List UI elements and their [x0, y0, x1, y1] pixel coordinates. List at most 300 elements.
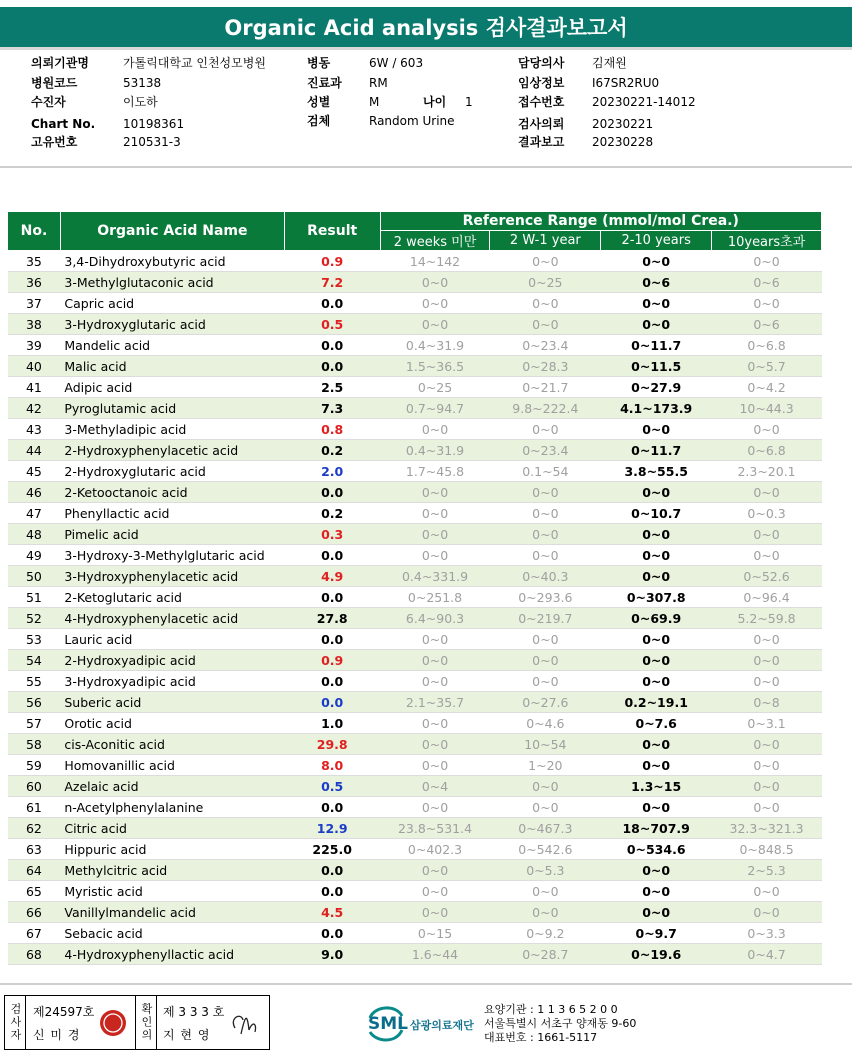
row-result: 2.5 — [284, 377, 380, 398]
age-label: 나이 — [423, 95, 447, 109]
row-no: 62 — [8, 818, 61, 839]
row-acid-name: Suberic acid — [60, 692, 284, 713]
doctor-value: 김재원 — [592, 56, 627, 70]
table-row — [8, 524, 822, 545]
table-row — [8, 755, 822, 776]
sex-value: M — [369, 95, 380, 109]
row-ref-2-10y: 0~6 — [601, 272, 712, 293]
row-result: 0.0 — [284, 293, 380, 314]
row-acid-name: 3-Hydroxyglutaric acid — [60, 314, 284, 335]
row-ref-2-10y: 3.8~55.5 — [601, 461, 712, 482]
row-acid-name: 2-Hydroxyphenylacetic acid — [60, 440, 284, 461]
row-ref-10y: 2.3~20.1 — [712, 461, 822, 482]
row-ref-10y: 0~848.5 — [712, 839, 822, 860]
row-ref-2-10y: 0~0 — [601, 545, 712, 566]
table-row — [8, 839, 822, 860]
table-row — [8, 860, 822, 881]
row-ref-2weeks: 0~0 — [380, 314, 490, 335]
row-no: 58 — [8, 734, 61, 755]
row-ref-10y: 0~0 — [712, 524, 822, 545]
row-result: 8.0 — [284, 755, 380, 776]
row-ref-2weeks: 0~0 — [380, 734, 490, 755]
row-no: 65 — [8, 881, 61, 902]
row-ref-10y: 0~0 — [712, 419, 822, 440]
institution-value: 가톨릭대학교 인천성모병원 — [123, 56, 266, 70]
confirmer-name: 지 현 영 — [163, 1028, 211, 1042]
clinical-label: 임상정보 — [518, 75, 565, 90]
row-ref-2-10y: 4.1~173.9 — [601, 398, 712, 419]
table-row — [8, 293, 822, 314]
row-result: 0.0 — [284, 335, 380, 356]
row-ref-10y: 0~0 — [712, 650, 822, 671]
col-header-name: Organic Acid Name — [60, 212, 284, 251]
row-acid-name: cis-Aconitic acid — [60, 734, 284, 755]
row-ref-2-10y: 0~11.5 — [601, 356, 712, 377]
row-acid-name: Myristic acid — [60, 881, 284, 902]
lab-info — [484, 1003, 636, 1045]
row-ref-2w-1y: 0~0 — [490, 314, 601, 335]
row-acid-name: Citric acid — [60, 818, 284, 839]
row-ref-10y: 0~6.8 — [712, 335, 822, 356]
row-ref-2w-1y: 0~293.6 — [490, 587, 601, 608]
col-header-no: No. — [8, 212, 61, 251]
row-ref-2-10y: 0~0 — [601, 734, 712, 755]
table-row — [8, 776, 822, 797]
row-ref-2weeks: 0~0 — [380, 503, 490, 524]
doctor-label: 담당의사 — [518, 56, 565, 70]
row-ref-10y: 0~96.4 — [712, 587, 822, 608]
row-ref-2-10y: 0~9.7 — [601, 923, 712, 944]
row-ref-10y: 0~8 — [712, 692, 822, 713]
row-result: 0.2 — [284, 440, 380, 461]
row-ref-10y: 0~3.1 — [712, 713, 822, 734]
row-result: 0.9 — [284, 251, 380, 272]
row-result: 0.8 — [284, 419, 380, 440]
patient-info — [0, 54, 852, 154]
row-no: 48 — [8, 524, 61, 545]
examinee-value: 이도하 — [123, 95, 158, 109]
row-result: 0.0 — [284, 797, 380, 818]
row-ref-10y: 0~0 — [712, 776, 822, 797]
row-acid-name: 3-Methylglutaconic acid — [60, 272, 284, 293]
row-ref-10y: 0~0 — [712, 755, 822, 776]
row-ref-2weeks: 0~0 — [380, 713, 490, 734]
report-date-label: 결과보고 — [518, 135, 565, 149]
table-row — [8, 503, 822, 524]
row-ref-2w-1y: 0~21.7 — [490, 377, 601, 398]
row-no: 45 — [8, 461, 61, 482]
table-row — [8, 335, 822, 356]
lab-address: 서울특별시 서초구 양재동 9-60 — [484, 1017, 637, 1030]
table-row — [8, 608, 822, 629]
row-ref-2weeks: 0~4 — [380, 776, 490, 797]
lab-code: 요양기관 : 1 1 3 6 5 2 0 0 — [484, 1003, 618, 1016]
row-ref-2weeks: 14~142 — [380, 251, 490, 272]
row-acid-name: 4-Hydroxyphenyllactic acid — [60, 944, 284, 965]
table-row — [8, 440, 822, 461]
row-no: 54 — [8, 650, 61, 671]
report-date-value: 20230228 — [592, 135, 654, 149]
row-no: 36 — [8, 272, 61, 293]
table-row — [8, 356, 822, 377]
row-result: 1.0 — [284, 713, 380, 734]
row-ref-2w-1y: 0~0 — [490, 776, 601, 797]
row-acid-name: 3-Hydroxyphenylacetic acid — [60, 566, 284, 587]
chart-no-label: Chart No. — [31, 117, 96, 131]
receipt-value: 20230221-14012 — [592, 95, 696, 109]
row-ref-10y: 0~0 — [712, 293, 822, 314]
row-ref-2weeks: 0~0 — [380, 272, 490, 293]
inspector-license: 제24597호 — [33, 1005, 95, 1019]
row-ref-10y: 0~5.7 — [712, 356, 822, 377]
ward-label: 병동 — [307, 56, 331, 70]
hospital-code-value: 53138 — [123, 75, 162, 90]
row-acid-name: 3-Methyladipic acid — [60, 419, 284, 440]
table-row — [8, 251, 822, 272]
row-result: 9.0 — [284, 944, 380, 965]
row-ref-2w-1y: 0~0 — [490, 545, 601, 566]
row-ref-2w-1y: 0~219.7 — [490, 608, 601, 629]
row-result: 0.0 — [284, 671, 380, 692]
table-row — [8, 461, 822, 482]
row-ref-2weeks: 0~0 — [380, 671, 490, 692]
row-no: 39 — [8, 335, 61, 356]
row-ref-2weeks: 0~0 — [380, 629, 490, 650]
row-no: 52 — [8, 608, 61, 629]
row-result: 27.8 — [284, 608, 380, 629]
row-no: 43 — [8, 419, 61, 440]
row-ref-2-10y: 0~0 — [601, 755, 712, 776]
table-row — [8, 377, 822, 398]
row-ref-2w-1y: 0~0 — [490, 629, 601, 650]
row-ref-10y: 0~0 — [712, 482, 822, 503]
row-ref-10y: 0~4.7 — [712, 944, 822, 965]
row-ref-2w-1y: 0~0 — [490, 482, 601, 503]
row-ref-10y: 0~0 — [712, 734, 822, 755]
row-ref-2weeks: 0~0 — [380, 482, 490, 503]
row-ref-10y: 2~5.3 — [712, 860, 822, 881]
row-no: 51 — [8, 587, 61, 608]
row-ref-2w-1y: 0~4.6 — [490, 713, 601, 734]
row-ref-10y: 0~0.3 — [712, 503, 822, 524]
row-ref-2-10y: 0~0 — [601, 650, 712, 671]
report-title: Organic Acid analysis 검사결과보고서 — [0, 7, 852, 50]
row-ref-10y: 0~0 — [712, 629, 822, 650]
row-ref-2w-1y: 0~0 — [490, 902, 601, 923]
table-row — [8, 272, 822, 293]
row-result: 12.9 — [284, 818, 380, 839]
row-acid-name: 3,4-Dihydroxybutyric acid — [60, 251, 284, 272]
specimen-label: 검체 — [307, 114, 331, 128]
row-ref-2-10y: 0~11.7 — [601, 440, 712, 461]
row-acid-name: Adipic acid — [60, 377, 284, 398]
unique-no-label: 고유번호 — [31, 135, 78, 149]
row-ref-2-10y: 0~0 — [601, 314, 712, 335]
row-ref-2w-1y: 0~0 — [490, 503, 601, 524]
table-row — [8, 944, 822, 965]
row-no: 60 — [8, 776, 61, 797]
table-row — [8, 587, 822, 608]
row-acid-name: Methylcitric acid — [60, 860, 284, 881]
specimen-value: Random Urine — [369, 114, 455, 128]
row-ref-2weeks: 0~0 — [380, 419, 490, 440]
row-ref-10y: 0~6 — [712, 314, 822, 335]
confirmer-license: 제 3 3 3 호 — [163, 1005, 225, 1019]
row-ref-2w-1y: 0~467.3 — [490, 818, 601, 839]
row-acid-name: Vanillylmandelic acid — [60, 902, 284, 923]
row-ref-10y: 0~6.8 — [712, 440, 822, 461]
row-result: 4.5 — [284, 902, 380, 923]
row-no: 63 — [8, 839, 61, 860]
row-ref-2w-1y: 0~0 — [490, 881, 601, 902]
row-ref-2-10y: 0~0 — [601, 293, 712, 314]
row-result: 4.9 — [284, 566, 380, 587]
lab-name: 삼광의료재단 — [410, 1019, 474, 1032]
row-no: 59 — [8, 755, 61, 776]
row-acid-name: Homovanillic acid — [60, 755, 284, 776]
row-ref-2weeks: 6.4~90.3 — [380, 608, 490, 629]
row-acid-name: 3-Hydroxyadipic acid — [60, 671, 284, 692]
row-result: 0.2 — [284, 503, 380, 524]
row-result: 225.0 — [284, 839, 380, 860]
info-divider — [0, 166, 852, 168]
row-result: 0.0 — [284, 881, 380, 902]
row-ref-2-10y: 0~10.7 — [601, 503, 712, 524]
row-result: 0.9 — [284, 650, 380, 671]
row-no: 68 — [8, 944, 61, 965]
row-ref-2-10y: 0~0 — [601, 860, 712, 881]
row-ref-10y: 0~52.6 — [712, 566, 822, 587]
footer-divider — [0, 983, 852, 985]
row-acid-name: Mandelic acid — [60, 335, 284, 356]
row-ref-2-10y: 0~0 — [601, 671, 712, 692]
table-row — [8, 650, 822, 671]
row-no: 40 — [8, 356, 61, 377]
row-ref-2weeks: 0.7~94.7 — [380, 398, 490, 419]
row-ref-10y: 32.3~321.3 — [712, 818, 822, 839]
row-ref-2-10y: 0~0 — [601, 629, 712, 650]
row-ref-2-10y: 0~27.9 — [601, 377, 712, 398]
request-value: 20230221 — [592, 117, 654, 131]
col-header-ref-2weeks: 2 weeks 미만 — [380, 231, 490, 251]
table-row — [8, 545, 822, 566]
row-ref-2w-1y: 0~542.6 — [490, 839, 601, 860]
row-acid-name: Pimelic acid — [60, 524, 284, 545]
inspector-label: 검사자 — [5, 996, 26, 1049]
col-header-ref-2-10y: 2-10 years — [601, 231, 712, 251]
row-ref-2w-1y: 1~20 — [490, 755, 601, 776]
row-acid-name: 4-Hydroxyphenylacetic acid — [60, 608, 284, 629]
row-ref-10y: 0~0 — [712, 545, 822, 566]
institution-label: 의뢰기관명 — [31, 56, 89, 70]
row-ref-2-10y: 18~707.9 — [601, 818, 712, 839]
row-result: 0.3 — [284, 524, 380, 545]
row-ref-2w-1y: 0~40.3 — [490, 566, 601, 587]
row-ref-10y: 0~4.2 — [712, 377, 822, 398]
row-ref-2weeks: 1.7~45.8 — [380, 461, 490, 482]
row-ref-2w-1y: 0~0 — [490, 293, 601, 314]
row-ref-2weeks: 0.4~31.9 — [380, 335, 490, 356]
row-ref-2-10y: 0~7.6 — [601, 713, 712, 734]
hospital-code-label: 병원코드 — [31, 75, 78, 90]
row-acid-name: Capric acid — [60, 293, 284, 314]
row-no: 38 — [8, 314, 61, 335]
row-ref-2-10y: 0~69.9 — [601, 608, 712, 629]
row-ref-2w-1y: 9.8~222.4 — [490, 398, 601, 419]
ward-value: 6W / 603 — [369, 56, 424, 70]
row-ref-2w-1y: 0~5.3 — [490, 860, 601, 881]
row-result: 0.0 — [284, 545, 380, 566]
confirmer-label: 확인의 — [135, 996, 157, 1049]
row-ref-2w-1y: 0~23.4 — [490, 335, 601, 356]
row-result: 0.0 — [284, 587, 380, 608]
signature-box — [4, 995, 270, 1050]
col-header-ref-2w-1y: 2 W-1 year — [490, 231, 601, 251]
row-ref-10y: 0~0 — [712, 902, 822, 923]
row-ref-2weeks: 0~0 — [380, 902, 490, 923]
row-acid-name: 2-Hydroxyadipic acid — [60, 650, 284, 671]
sex-label: 성별 — [307, 95, 331, 109]
receipt-label: 접수번호 — [518, 95, 565, 109]
unique-no-value: 210531-3 — [123, 135, 181, 149]
row-no: 67 — [8, 923, 61, 944]
row-ref-2weeks: 0~0 — [380, 860, 490, 881]
chart-no-value: 10198361 — [123, 117, 185, 131]
inspector-seal-icon — [98, 1008, 128, 1038]
row-acid-name: 2-Ketooctanoic acid — [60, 482, 284, 503]
table-row — [8, 902, 822, 923]
row-ref-2-10y: 0~11.7 — [601, 335, 712, 356]
examinee-label: 수진자 — [31, 95, 66, 109]
row-result: 2.0 — [284, 461, 380, 482]
row-acid-name: 3-Hydroxy-3-Methylglutaric acid — [60, 545, 284, 566]
row-acid-name: Malic acid — [60, 356, 284, 377]
table-row — [8, 482, 822, 503]
row-ref-2-10y: 0~19.6 — [601, 944, 712, 965]
table-row — [8, 629, 822, 650]
row-result: 0.0 — [284, 629, 380, 650]
row-ref-2weeks: 1.6~44 — [380, 944, 490, 965]
row-ref-2weeks: 0~402.3 — [380, 839, 490, 860]
row-ref-2w-1y: 0~0 — [490, 797, 601, 818]
age-value: 1 — [465, 95, 473, 109]
row-no: 61 — [8, 797, 61, 818]
row-ref-2-10y: 0~0 — [601, 902, 712, 923]
row-no: 47 — [8, 503, 61, 524]
row-ref-2w-1y: 0~0 — [490, 419, 601, 440]
row-no: 42 — [8, 398, 61, 419]
row-ref-10y: 0~0 — [712, 671, 822, 692]
row-no: 66 — [8, 902, 61, 923]
row-ref-2weeks: 2.1~35.7 — [380, 692, 490, 713]
row-ref-2-10y: 0~307.8 — [601, 587, 712, 608]
row-acid-name: Hippuric acid — [60, 839, 284, 860]
row-no: 49 — [8, 545, 61, 566]
row-result: 7.2 — [284, 272, 380, 293]
row-ref-2weeks: 0~0 — [380, 755, 490, 776]
table-row — [8, 818, 822, 839]
table-row — [8, 923, 822, 944]
row-ref-10y: 5.2~59.8 — [712, 608, 822, 629]
table-row — [8, 314, 822, 335]
row-ref-2weeks: 0~0 — [380, 293, 490, 314]
row-ref-2w-1y: 0~27.6 — [490, 692, 601, 713]
row-ref-10y: 0~0 — [712, 797, 822, 818]
row-ref-2weeks: 0~15 — [380, 923, 490, 944]
row-ref-2w-1y: 0~25 — [490, 272, 601, 293]
row-no: 56 — [8, 692, 61, 713]
table-row — [8, 734, 822, 755]
col-header-result: Result — [284, 212, 380, 251]
row-ref-2-10y: 0.2~19.1 — [601, 692, 712, 713]
row-acid-name: Lauric acid — [60, 629, 284, 650]
row-no: 44 — [8, 440, 61, 461]
row-acid-name: 2-Ketoglutaric acid — [60, 587, 284, 608]
row-ref-2-10y: 0~0 — [601, 797, 712, 818]
row-result: 0.0 — [284, 482, 380, 503]
row-ref-2w-1y: 0~28.3 — [490, 356, 601, 377]
row-acid-name: 2-Hydroxyglutaric acid — [60, 461, 284, 482]
results-table — [7, 211, 822, 965]
row-ref-2weeks: 1.5~36.5 — [380, 356, 490, 377]
row-no: 64 — [8, 860, 61, 881]
table-row — [8, 797, 822, 818]
row-result: 0.0 — [284, 356, 380, 377]
clinical-value: I67SR2RU0 — [592, 75, 660, 90]
table-row — [8, 419, 822, 440]
row-acid-name: Azelaic acid — [60, 776, 284, 797]
row-result: 0.5 — [284, 776, 380, 797]
row-no: 46 — [8, 482, 61, 503]
row-acid-name: Pyroglutamic acid — [60, 398, 284, 419]
row-ref-2weeks: 0~251.8 — [380, 587, 490, 608]
request-label: 검사의뢰 — [518, 117, 565, 131]
col-header-reference: Reference Range (mmol/mol Crea.) — [380, 212, 821, 231]
row-no: 37 — [8, 293, 61, 314]
row-no: 35 — [8, 251, 61, 272]
row-ref-2weeks: 0.4~31.9 — [380, 440, 490, 461]
row-ref-2w-1y: 0~0 — [490, 251, 601, 272]
row-acid-name: Phenyllactic acid — [60, 503, 284, 524]
row-ref-2w-1y: 0~0 — [490, 671, 601, 692]
row-ref-2weeks: 0~0 — [380, 545, 490, 566]
row-ref-2weeks: 0~0 — [380, 650, 490, 671]
row-result: 7.3 — [284, 398, 380, 419]
row-ref-2weeks: 23.8~531.4 — [380, 818, 490, 839]
row-no: 55 — [8, 671, 61, 692]
row-ref-2-10y: 0~0 — [601, 419, 712, 440]
sml-logo-text: SML — [368, 1014, 408, 1034]
dept-value: RM — [369, 75, 388, 90]
table-row — [8, 881, 822, 902]
row-ref-10y: 0~0 — [712, 251, 822, 272]
row-ref-10y: 0~0 — [712, 881, 822, 902]
row-ref-2w-1y: 0~9.2 — [490, 923, 601, 944]
row-ref-2w-1y: 0.1~54 — [490, 461, 601, 482]
row-no: 57 — [8, 713, 61, 734]
row-ref-2-10y: 0~0 — [601, 482, 712, 503]
result-rows — [8, 251, 822, 965]
row-ref-10y: 0~6 — [712, 272, 822, 293]
row-acid-name: Orotic acid — [60, 713, 284, 734]
table-row — [8, 398, 822, 419]
table-row — [8, 671, 822, 692]
row-result: 0.5 — [284, 314, 380, 335]
row-result: 0.0 — [284, 692, 380, 713]
row-ref-2weeks: 0~0 — [380, 524, 490, 545]
row-ref-2-10y: 0~0 — [601, 251, 712, 272]
inspector-name: 신 미 경 — [33, 1028, 81, 1042]
